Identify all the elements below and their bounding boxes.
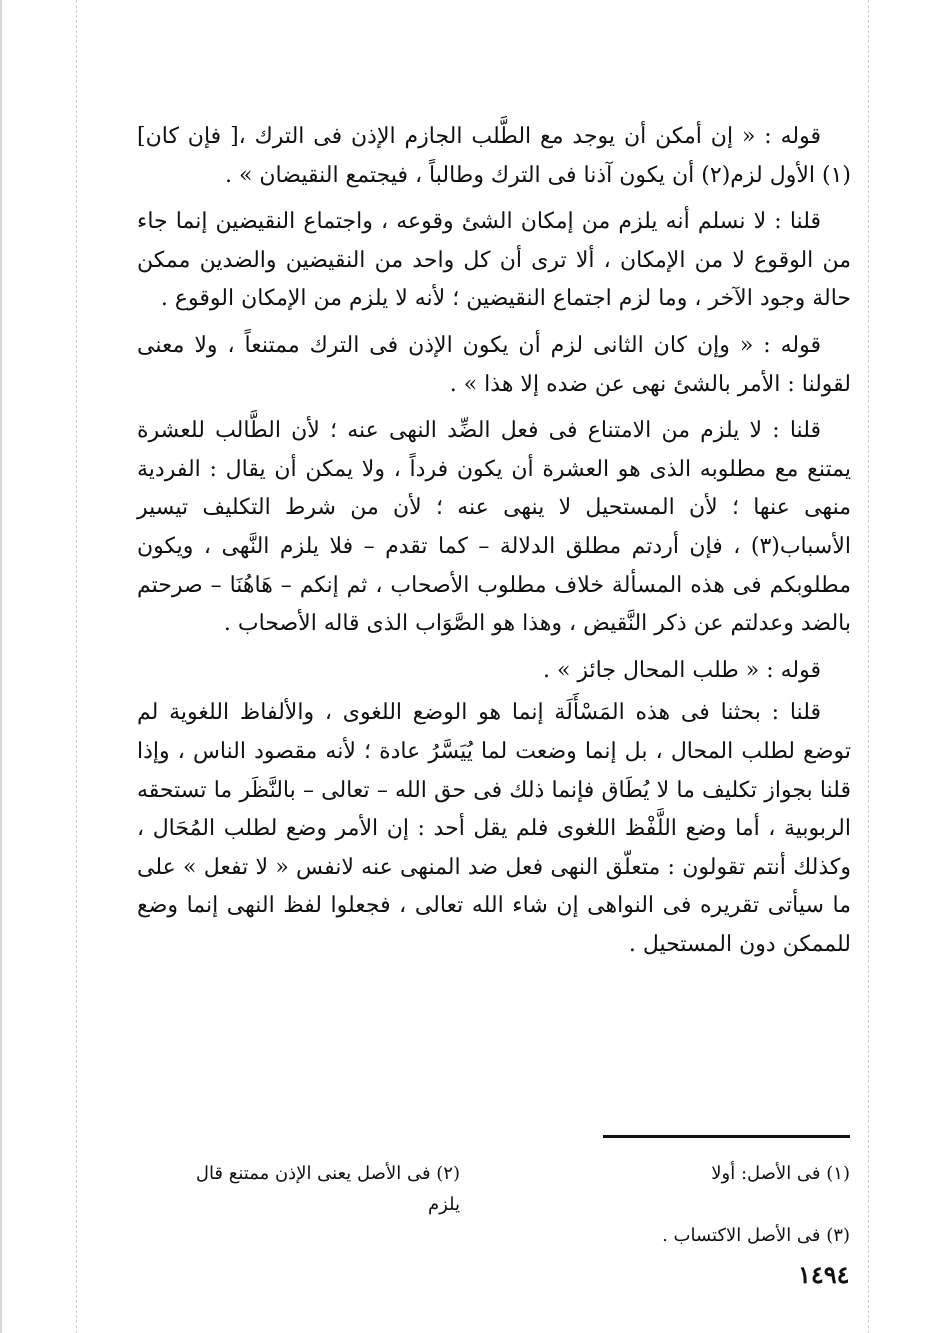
footnote-row xyxy=(160,1158,850,1220)
main-text xyxy=(137,118,851,972)
footnote-row xyxy=(160,1220,850,1251)
footnote-separator xyxy=(603,1135,850,1138)
footnote-1: (١) فى الأصل: أولا xyxy=(711,1163,850,1184)
page-number: ١٤٩٤ xyxy=(798,1260,850,1289)
paragraph-1: قوله : « إن أمكن أن يوجد مع الطَّلب الجازم الإذن فى الترك ،[ فإن كان](١) الأول لزم(٢) أن يكون آذنا فى الترك وطالباً ، فيجتمع النقيضان » . xyxy=(137,124,851,188)
paragraph-2: قلنا : لا نسلم أنه يلزم من إمكان الشئ وقوعه ، واجتماع النقيضين إنما جاء من الوقوع لا من الإمكان ، ألا ترى أن كل واحد من النقيضين والضدين ممكن حالة وجود الآخر ، وما لزم اجتماع النقيضين ؛ لأنه لا يلزم من الإمكان الوقوع . xyxy=(137,209,851,312)
margin-guide-left xyxy=(76,0,77,1333)
paragraph-3: قوله : « وإن كان الثانى لزم أن يكون الإذن فى الترك ممتنعاً ، ولا معنى لقولنا : الأمر بالشئ نهى عن ضده إلا هذا » . xyxy=(137,332,851,397)
margin-guide-right xyxy=(868,0,869,1333)
paragraph-4: قلنا : لا يلزم من الامتناع فى فعل الضِّد النهى عنه ؛ لأن الطَّالب للعشرة يمتنع مع مطلوبه الذى هو العشرة أن يكون فرداً ، ولا يمكن أن يقال : الفردية منهى عنها ؛ لأن المستحيل لا ينهى عنه ؛ لأن من شرط التكليف تيسير الأسباب(٣) ، فإن أردتم مطلق الدلالة – كما تقدم – فلا يلزم النَّهى ، ويكون مطلوبكم فى هذه المسألة خلاف مطلوب الأصحاب ، ثم إنكم – هَاهُنَا – صرحتم بالضد وعدلتم عن ذكر النَّقيض ، وهذا هو الصَّوَاب الذى قاله الأصحاب . xyxy=(137,418,851,637)
footnote-3: (٣) فى الأصل الاكتساب . xyxy=(662,1225,850,1246)
paragraph-6: قلنا : بحثنا فى هذه المَسْأَلَة إنما هو الوضع اللغوى ، والألفاظ اللغوية لم توضع لطلب المحال ، بل إنما وضعت لما يُيَسَّرُ عادة ؛ لأنه مقصود الناس ، وإذا قلنا بجواز تكليف ما لا يُطَاق فإنما ذلك فى حق الله – تعالى – بالنَّظَر ما تستحقه الربوبية ، أما وضع اللَّفْظ اللغوى فلم يقل أحد : إن الأمر وضع لطلب المُحَال ، وكذلك أنتم تقولون : متعلّق النهى فعل ضد المنهى عنه لانفس « لا تفعل » على ما سيأتى تقريره فى النواهى إن شاء الله تعالى ، فجعلوا لفظ النهى إنما وضع للممكن دون المستحيل . xyxy=(137,700,851,957)
scan-edge xyxy=(0,0,2,1333)
footnotes xyxy=(160,1158,850,1251)
paragraph-5: قوله : « طلب المحال جائز » . xyxy=(542,657,821,683)
footnote-2: (٢) فى الأصل يعنى الإذن ممتنع قال يلزم xyxy=(195,1163,460,1215)
